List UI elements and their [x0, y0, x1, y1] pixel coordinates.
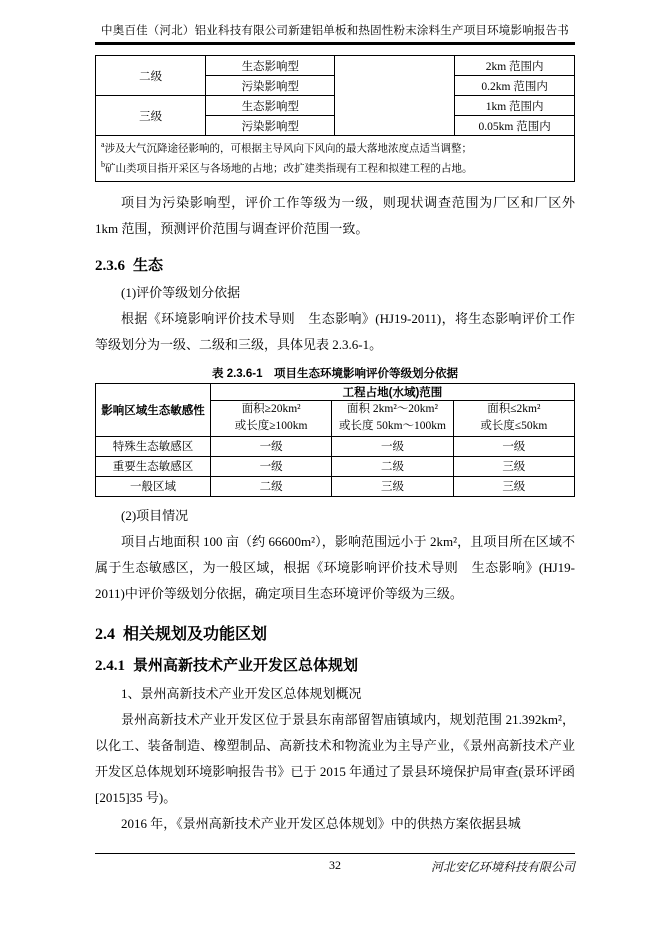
- page-footer: [95, 858, 575, 876]
- subheader-line: 面积 2km²～20km²: [347, 403, 438, 416]
- footnote-b-text: 矿山类项目指开采区与各场地的占地；改扩建类指现有工程和拟建工程的占地。: [105, 163, 473, 175]
- cell-subheader: [453, 400, 574, 436]
- cell-grade: 三级: [453, 476, 574, 496]
- paragraph-overview: 景州高新技术产业开发区位于景县东南部留智庙镇域内，规划范围 21.392km²，以化工、装备制造、橡塑制品、高新技术和物流业为主导产业，《景州高新技术产业开发区总体规划环境影响报告书》已于 2015 年通过了景县环境保护局审查(景环评函[2015]35 号)。: [95, 711, 575, 805]
- footnotes-cell: [96, 136, 575, 182]
- footnote-a-text: 涉及大气沉降途径影响的，可根据主导风向下风向的最大落地浓度点适当调整；: [104, 143, 473, 155]
- footnote-b: [101, 158, 569, 178]
- section-number: 2.4: [95, 625, 115, 643]
- cell-grade: 三级: [332, 476, 453, 496]
- footnote-b-marker: b: [101, 160, 105, 170]
- cell-grade: 一级: [210, 456, 331, 476]
- cell-type: 污染影响型: [206, 76, 335, 96]
- cell-empty: [335, 56, 455, 136]
- section-heading-2-3-6: [95, 254, 575, 275]
- cell-grade: 二级: [332, 456, 453, 476]
- section-heading-2-4: [95, 621, 575, 644]
- footnote-a: [101, 138, 569, 158]
- paragraph-project: 项目占地面积 100 亩（约 66600m²），影响范围远小于 2km²，且项目所在区域不属于生态敏感区，为一般区域，根据《环境影响评价技术导则 生态影响》(HJ19-2011)中评价等级划分依据，确定项目生态环境评价等级为三级。: [95, 533, 575, 601]
- table-row-footnotes: [96, 136, 575, 182]
- cell-sensitivity-header: 影响区域生态敏感性: [96, 383, 211, 436]
- section-title: 生态: [133, 256, 164, 274]
- table-header-row: [96, 383, 575, 400]
- table-row: [96, 476, 575, 496]
- cell-region: 特殊生态敏感区: [96, 436, 211, 456]
- cell-level: 三级: [96, 96, 206, 136]
- cell-type: 污染影响型: [206, 116, 335, 136]
- cell-grade: 一级: [210, 436, 331, 456]
- header-double-rule: [95, 42, 575, 45]
- cell-region: 一般区域: [96, 476, 211, 496]
- subheader-line: 面积≤2km²: [487, 403, 541, 416]
- document-header-title: 中奥百佳（河北）铝业科技有限公司新建铝单板和热固性粉末涂料生产项目环境影响报告书: [101, 25, 569, 37]
- paragraph-evaluation-scope: 项目为污染影响型，评价工作等级为一级，则现状调查范围为厂区和厂区外 1km 范围，预测评价范围与调查评价范围一致。: [95, 194, 575, 236]
- paragraph-basis: 根据《环境影响评价技术导则 生态影响》(HJ19-2011)，将生态影响评价工作等级划分为一级、二级和三级，具体见表 2.3.6-1。: [95, 310, 575, 352]
- section-title: 相关规划及功能区划: [123, 625, 268, 643]
- table-row: [96, 456, 575, 476]
- cell-subheader: [210, 400, 331, 436]
- subheader-line: 或长度≥100km: [234, 420, 308, 433]
- table-row: [96, 436, 575, 456]
- footnote-a-marker: a: [101, 140, 105, 149]
- cell-range: 0.2km 范围内: [455, 76, 575, 96]
- footer-rule: [95, 853, 575, 854]
- section-title: 景州高新技术产业开发区总体规划: [133, 656, 359, 674]
- cell-range: 1km 范围内: [455, 96, 575, 116]
- cell-subheader: [332, 400, 453, 436]
- paragraph-heating-2016: 2016 年，《景州高新技术产业开发区总体规划》中的供热方案依据县城: [121, 815, 521, 831]
- cell-type: 生态影响型: [206, 56, 335, 76]
- eco-grading-table: [95, 383, 575, 497]
- subheader-line: 或长度≤50km: [480, 420, 548, 433]
- cell-span-header: 工程占地(水域)范围: [210, 383, 574, 400]
- cell-grade: 一级: [453, 436, 574, 456]
- paragraph-basis-label: (1)评价等级划分依据: [121, 284, 241, 300]
- cell-grade: 二级: [210, 476, 331, 496]
- eco-table-caption: 表 2.3.6-1 项目生态环境影响评价等级划分依据: [212, 367, 458, 380]
- section-number: 2.3.6: [95, 257, 125, 274]
- cell-range: 2km 范围内: [455, 56, 575, 76]
- footer-company-name: 河北安亿环境科技有限公司: [430, 860, 575, 874]
- paragraph-overview-label: 1、景州高新技术产业开发区总体规划概况: [121, 685, 362, 701]
- grading-scope-table: [95, 55, 575, 182]
- section-heading-2-4-1: [95, 654, 575, 675]
- cell-range: 0.05km 范围内: [455, 116, 575, 136]
- section-number: 2.4.1: [95, 657, 125, 674]
- page-number: 32: [329, 858, 341, 872]
- cell-grade: 一级: [332, 436, 453, 456]
- page-content: [95, 0, 575, 837]
- paragraph-project-label: (2)项目情况: [121, 507, 189, 523]
- subheader-line: 或长度 50km～100km: [338, 420, 446, 433]
- cell-level: 二级: [96, 56, 206, 96]
- table-row: [96, 56, 575, 76]
- cell-type: 生态影响型: [206, 96, 335, 116]
- cell-region: 重要生态敏感区: [96, 456, 211, 476]
- cell-grade: 三级: [453, 456, 574, 476]
- subheader-line: 面积≥20km²: [241, 403, 301, 416]
